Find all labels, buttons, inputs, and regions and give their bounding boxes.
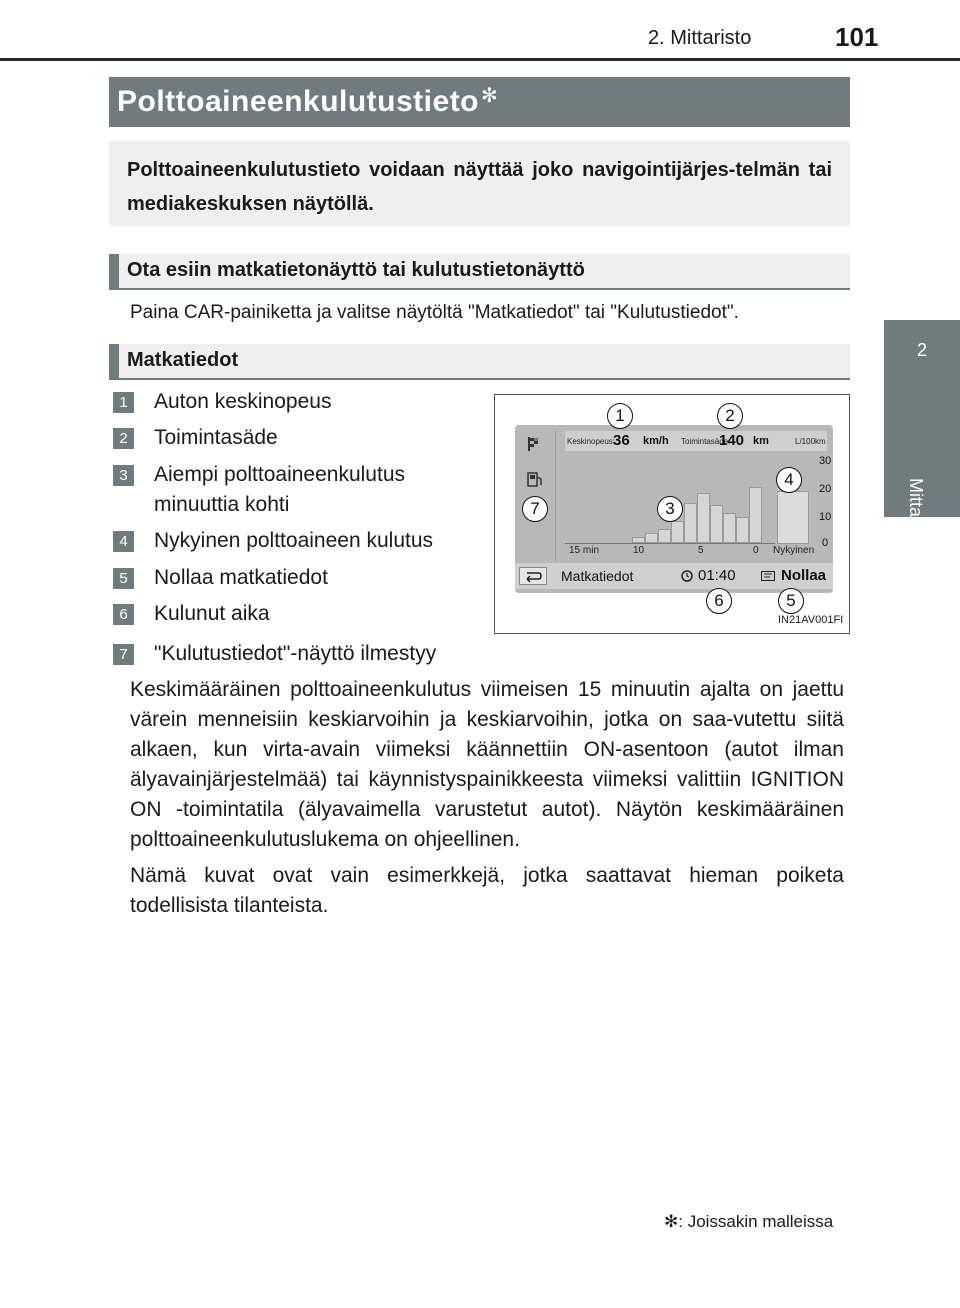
footnote [664,1212,833,1232]
figure-id: IN21AV001FI [778,614,844,626]
range-unit: km [753,435,769,447]
body-paragraph: Nämä kuvat ovat vain esimerkkejä, jotka saattavat hieman poiketa todellisista tilanteista. [130,864,844,917]
y-tick: 0 [822,537,829,549]
avg-speed-value: 36 [613,432,630,449]
x-tick: 0 [753,545,759,556]
chart-baseline [565,543,775,544]
callout-7: 7 [522,496,548,522]
instruction-text: Paina CAR-painiketta ja valitse näytöltä "Matkatiedot" tai "Kulutustiedot". [130,302,739,323]
screen-bottom-bar [515,563,833,589]
item-text: "Kulutustiedot"-näyttö ilmestyy [154,642,437,665]
clock-icon [681,570,693,582]
callout-6: 6 [706,588,732,614]
avg-speed-label: Keskinopeus: [567,437,616,446]
x-tick: 15 min [569,545,600,556]
item-number-marker: 4 [113,531,134,552]
fuel-pump-icon [525,469,545,489]
body-paragraph: Keskimääräinen polttoaineenkulutus viimeisen 15 minuutin ajalta on jaettu värein menneisiin keskiarvoihin ja keskiarvoihin, jotka on saa-vutettu siitä alkaen, kun virta-avain viimeksi käännettiin ON-asentoon (autot ilman älyavainjärjestelmää) tai käynnistyspainikkeesta viimeksi valittiin IGNITION ON -toimintatila (älyavaimella varustetut autot). Näytön keskimääräinen polttoaineenkulutuslukema on ohjeellinen. [130,678,844,851]
item-text: Auton keskinopeus [154,390,332,413]
callout-1: 1 [607,403,633,429]
x-tick: 5 [698,545,704,556]
item-number-marker: 3 [113,465,134,486]
item-number-marker: 6 [113,604,134,625]
asterisk-icon: ✻ [481,85,499,107]
chapter-side-tab [884,320,960,552]
screen-top-bar [565,431,827,451]
item-number-marker: 1 [113,392,134,413]
footnote-text: : Joissakin malleissa [678,1212,834,1231]
elapsed-time: 01:40 [698,567,736,584]
history-bar [749,487,762,543]
page-title: Polttoaineenkulutustieto ✻ [117,85,499,118]
item-text: Aiempi polttoaineenkulutus [154,463,405,486]
subheading-trip-info: Matkatiedot [109,344,850,380]
asterisk-icon: ✻ [664,1212,679,1231]
chapter-label: Mittaristo [906,478,926,552]
screen-divider [555,431,556,561]
history-bar [671,521,684,543]
callout-3: 3 [657,496,683,522]
x-tick: 10 [633,545,645,556]
history-bar [736,517,749,543]
item-text: Nollaa matkatiedot [154,566,328,589]
history-bar [684,503,697,543]
trip-info-figure [494,394,850,634]
y-tick: 30 [819,455,832,467]
item-number-marker: 7 [113,644,134,665]
history-bar [723,513,736,543]
item-text: Nykyinen polttoaineen kulutus [154,529,434,552]
y-tick: 20 [819,483,832,495]
eraser-icon [761,571,775,581]
item-text-continued: minuuttia kohti [154,493,290,516]
screen-title: Matkatiedot [561,568,634,584]
history-bar [645,533,658,543]
y-tick: 10 [819,511,832,523]
reset-button[interactable]: Nollaa [781,567,827,584]
callout-4: 4 [776,467,802,493]
consumption-unit: L/100km [795,437,826,446]
item-text: Kulunut aika [154,602,270,625]
item-number-marker: 5 [113,568,134,589]
range-value: 140 [719,432,745,449]
back-icon[interactable] [519,567,547,585]
callout-5: 5 [778,588,804,614]
flag-icon [525,435,543,453]
current-consumption-bar [777,491,809,544]
history-bar [697,493,710,543]
history-bar [658,529,671,543]
current-label: Nykyinen [773,545,815,556]
page-number: 101 [835,22,879,52]
header-divider [0,58,960,61]
history-bar [710,505,723,543]
subheading-show-display: Ota esiin matkatietonäyttö tai kulutustietonäyttö [109,254,850,290]
avg-speed-unit: km/h [643,435,669,447]
item-number-marker: 2 [113,428,134,449]
section-title-bar [109,77,850,127]
item-text: Toimintasäde [154,426,278,449]
callout-2: 2 [717,403,743,429]
range-label: Toimintasäde: [681,437,731,446]
chapter-number: 2 [916,340,927,360]
intro-box: Polttoaineenkulutustieto voidaan näyttää joko navigointijärjes-telmän tai mediakeskuksen näytöllä. [109,141,850,226]
section-label: 2. Mittaristo [648,27,752,49]
